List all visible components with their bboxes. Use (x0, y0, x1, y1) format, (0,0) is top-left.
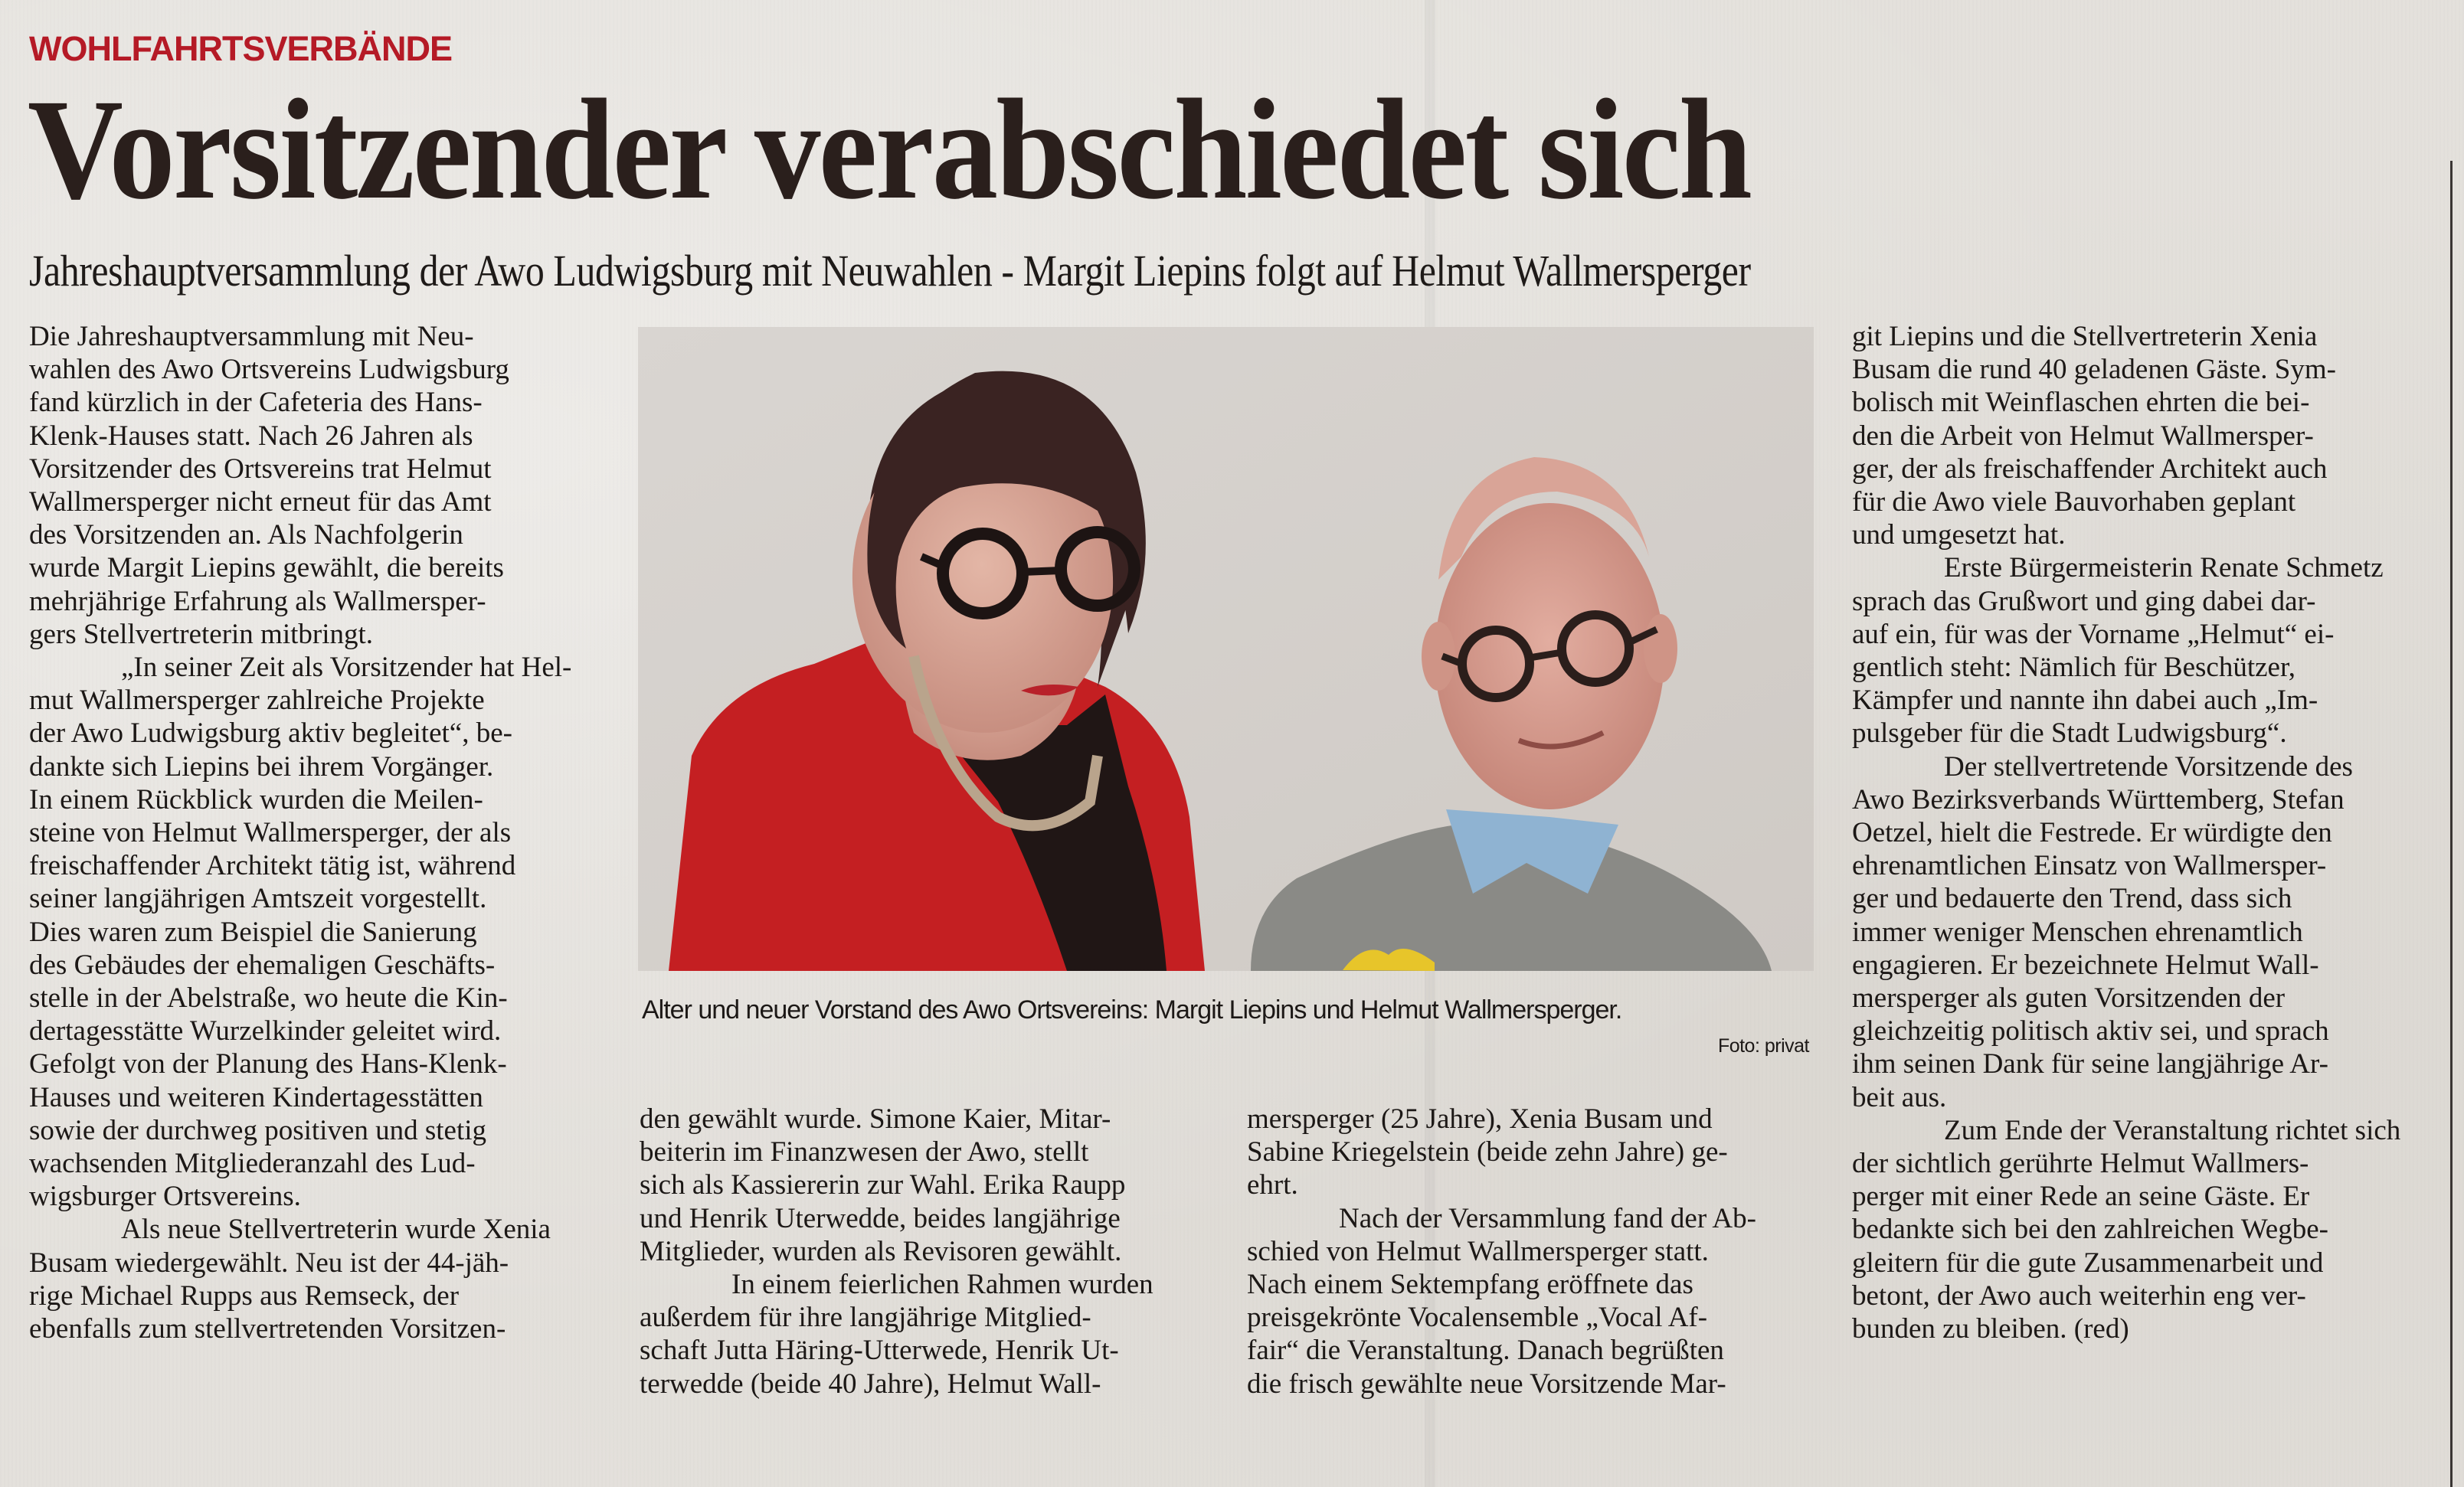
text-line: und Henrik Uterwedde, beides langjährige (640, 1202, 1121, 1234)
section-kicker: WOHLFAHRTSVERBÄNDE (29, 29, 452, 68)
text-line: Awo Bezirksverbands Württemberg, Stefan (1852, 783, 2345, 815)
paragraph (1852, 750, 2433, 1114)
text-line: dankte sich Liepins bei ihrem Vorgänger. (29, 750, 494, 783)
text-line: ger und bedauerte den Trend, dass sich (1852, 883, 2292, 915)
text-line: Der stellvertretende Vorsitzende des (1944, 750, 2353, 783)
text-line: Oetzel, hielt die Festrede. Er würdigte den (1852, 817, 2332, 849)
text-line: git Liepins und die Stellvertreterin Xenia (1852, 321, 2318, 352)
text-line: schaft Jutta Häring-Utterwede, Henrik Ut- (640, 1335, 1119, 1367)
text-line: Vorsitzender des Ortsvereins trat Helmut (29, 453, 492, 485)
article-column-4 (1852, 320, 2433, 1345)
photo-caption: Alter und neuer Vorstand des Awo Ortsvereins: Margit Liepins und Helmut Wallmersperger. (642, 995, 1622, 1025)
text-line: ehrenamtlichen Einsatz von Wallmersper- (1852, 850, 2327, 882)
text-line: perger mit einer Rede an seine Gäste. Er (1852, 1181, 2310, 1213)
paragraph (1247, 1202, 1823, 1400)
text-line: bolisch mit Weinflaschen ehrten die bei- (1852, 387, 2310, 419)
paragraph (29, 320, 605, 651)
text-line: ger, der als freischaffender Architekt auch (1852, 453, 2328, 485)
text-line: bunden zu bleiben. (red) (1852, 1313, 2129, 1345)
text-line: Busam wiedergewählt. Neu ist der 44-jäh- (29, 1247, 509, 1279)
text-line: sich als Kassiererin zur Wahl. Erika Raupp (640, 1169, 1126, 1201)
text-line: stelle in der Abelstraße, wo heute die Kin- (29, 982, 508, 1015)
article-column-3 (1247, 1103, 1823, 1400)
column-rule (2450, 161, 2453, 1487)
text-line: Hauses und weiteren Kindertagesstätten (29, 1081, 483, 1113)
text-line: sprach das Grußwort und ging dabei dar- (1852, 585, 2316, 617)
photo-credit: Foto: privat (1717, 1035, 1809, 1057)
text-line: Dies waren zum Beispiel die Sanierung (29, 916, 477, 948)
article-column-2 (640, 1103, 1216, 1400)
text-line: fair“ die Veranstaltung. Danach begrüßten (1247, 1335, 1724, 1367)
text-line: terwedde (beide 40 Jahre), Helmut Wall- (640, 1368, 1101, 1400)
text-line: außerdem für ihre langjährige Mitglied- (640, 1302, 1091, 1334)
paragraph (1852, 1114, 2433, 1345)
text-line: pulsgeber für die Stadt Ludwigsburg“. (1852, 717, 2287, 750)
text-line: gers Stellvertreterin mitbringt. (29, 618, 374, 650)
text-line: freischaffender Architekt tätig ist, während (29, 850, 516, 882)
text-line: Die Jahreshauptversammlung mit Neu- (29, 321, 474, 352)
paragraph (29, 651, 605, 1213)
subheadline: Jahreshauptversammlung der Awo Ludwigsburg mit Neuwahlen - Margit Liepins folgt auf Helmut Wallmersperger (29, 246, 1751, 296)
text-line: Als neue Stellvertreterin wurde Xenia (121, 1214, 551, 1246)
headline: Vorsitzender verabschiedet sich (28, 69, 1751, 229)
text-line: gentlich steht: Nämlich für Beschützer, (1852, 652, 2296, 684)
text-line: die frisch gewählte neue Vorsitzende Mar- (1247, 1368, 1726, 1400)
text-line: mersperger als guten Vorsitzenden der (1852, 982, 2286, 1015)
text-line: Erste Bürgermeisterin Renate Schmetz (1944, 552, 2384, 584)
text-line: dertagesstätte Wurzelkinder geleitet wird. (29, 1015, 502, 1047)
text-line: In einem Rückblick wurden die Meilen- (29, 783, 483, 815)
text-line: ihm seinen Dank für seine langjährige Ar- (1852, 1048, 2328, 1080)
text-line: wachsenden Mitgliederanzahl des Lud- (29, 1148, 476, 1180)
text-line: Sabine Kriegelstein (beide zehn Jahre) ge- (1247, 1136, 1728, 1168)
text-line: ebenfalls zum stellvertretenden Vorsitzen- (29, 1313, 506, 1345)
text-line: fand kürzlich in der Cafeteria des Hans- (29, 387, 483, 419)
text-line: bedankte sich bei den zahlreichen Wegbe- (1852, 1214, 2328, 1246)
text-line: Klenk-Hauses statt. Nach 26 Jahren als (29, 420, 473, 452)
text-line: gleitern für die gute Zusammenarbeit und (1852, 1247, 2324, 1279)
text-line: beiterin im Finanzwesen der Awo, stellt (640, 1136, 1089, 1168)
text-line: mut Wallmersperger zahlreiche Projekte (29, 685, 485, 717)
paragraph (640, 1268, 1216, 1400)
text-line: Nach einem Sektempfang eröffnete das (1247, 1269, 1693, 1301)
text-line: steine von Helmut Wallmersperger, der als (29, 817, 512, 849)
portrait-photo (638, 327, 1814, 971)
text-line: Gefolgt von der Planung des Hans-Klenk- (29, 1048, 507, 1080)
paragraph (29, 1213, 605, 1345)
text-line: und umgesetzt hat. (1852, 519, 2066, 551)
text-line: engagieren. Er bezeichnete Helmut Wall- (1852, 949, 2319, 981)
text-line: In einem feierlichen Rahmen wurden (731, 1269, 1153, 1301)
text-line: betont, der Awo auch weiterhin eng ver- (1852, 1279, 2306, 1312)
text-line: den die Arbeit von Helmut Wallmersper- (1852, 420, 2314, 452)
text-line: wahlen des Awo Ortsvereins Ludwigsburg (29, 354, 509, 386)
text-line: Mitglieder, wurden als Revisoren gewählt. (640, 1235, 1122, 1267)
text-line: Busam die rund 40 geladenen Gäste. Sym- (1852, 354, 2336, 386)
text-line: auf ein, für was der Vorname „Helmut“ ei- (1852, 618, 2335, 650)
text-line: seiner langjährigen Amtszeit vorgestellt. (29, 883, 487, 915)
text-line: ehrt. (1247, 1169, 1298, 1201)
text-line: immer weniger Menschen ehrenamtlich (1852, 916, 2303, 948)
text-line: „In seiner Zeit als Vorsitzender hat Hel- (121, 652, 572, 684)
text-line: beit aus. (1852, 1081, 1947, 1113)
text-line: mehrjährige Erfahrung als Wallmersper- (29, 585, 486, 617)
text-line: wurde Margit Liepins gewählt, die bereits (29, 552, 504, 584)
text-line: den gewählt wurde. Simone Kaier, Mitar- (640, 1103, 1111, 1135)
text-line: preisgekrönte Vocalensemble „Vocal Af- (1247, 1302, 1708, 1334)
text-line: Kämpfer und nannte ihn dabei auch „Im- (1852, 685, 2318, 717)
text-line: der Awo Ludwigsburg aktiv begleitet“, be- (29, 717, 512, 750)
text-line: für die Awo viele Bauvorhaben geplant (1852, 486, 2296, 518)
text-line: wigsburger Ortsvereins. (29, 1181, 301, 1213)
paragraph (1852, 320, 2433, 551)
text-line: der sichtlich gerührte Helmut Wallmers- (1852, 1148, 2309, 1180)
paragraph (1852, 551, 2433, 750)
text-line: Wallmersperger nicht erneut für das Amt (29, 486, 492, 518)
text-line: Zum Ende der Veranstaltung richtet sich (1944, 1114, 2401, 1146)
paragraph (1247, 1103, 1823, 1202)
article-column-1 (29, 320, 605, 1345)
paragraph (640, 1103, 1216, 1268)
text-line: rige Michael Rupps aus Remseck, der (29, 1279, 460, 1312)
article-photo (638, 327, 1814, 971)
text-line: gleichzeitig politisch aktiv sei, und sprach (1852, 1015, 2329, 1047)
text-line: Nach der Versammlung fand der Ab- (1339, 1202, 1756, 1234)
text-line: sowie der durchweg positiven und stetig (29, 1114, 487, 1146)
text-line: mersperger (25 Jahre), Xenia Busam und (1247, 1103, 1713, 1135)
text-line: des Vorsitzenden an. Als Nachfolgerin (29, 519, 463, 551)
text-line: schied von Helmut Wallmersperger statt. (1247, 1235, 1709, 1267)
text-line: des Gebäudes der ehemaligen Geschäfts- (29, 949, 496, 981)
